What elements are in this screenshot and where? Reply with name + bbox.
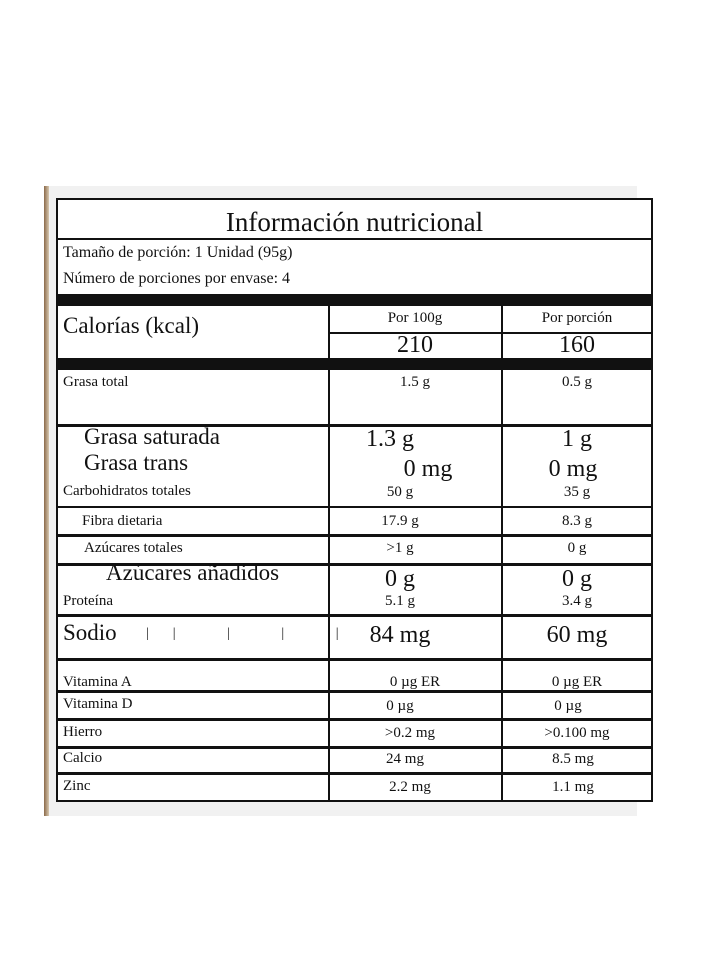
calories-per100: 210 <box>397 332 433 358</box>
nutrient-perserving: 60 mg <box>546 622 608 648</box>
divider <box>58 658 651 661</box>
nutrient-name: Carbohidratos totales <box>63 483 191 499</box>
calories-perserving: 160 <box>559 332 595 358</box>
divider <box>58 772 651 775</box>
divider <box>58 718 651 721</box>
nutrient-per100: 84 mg <box>369 622 431 648</box>
nutrient-per100: >1 g <box>386 540 414 556</box>
tick-marks: || | | | <box>146 626 363 641</box>
nutrient-per100: 2.2 mg <box>389 779 431 795</box>
nutrient-perserving: 0.5 g <box>562 374 592 390</box>
nutrient-perserving: 0 µg <box>554 698 582 714</box>
divider <box>58 690 651 693</box>
nutrient-name: Sodio <box>63 620 117 645</box>
divider <box>58 614 651 617</box>
nutrient-name: Vitamina D <box>63 696 133 712</box>
nutrient-perserving: 0 µg ER <box>551 674 603 690</box>
divider <box>58 746 651 749</box>
nutrient-perserving: 8.3 g <box>562 513 592 529</box>
nutrient-name: Hierro <box>63 724 103 740</box>
nutrient-per100: 24 mg <box>386 751 424 767</box>
nutrient-per100: 1.3 g <box>366 426 414 452</box>
nutrient-perserving: 1.1 mg <box>552 779 594 795</box>
nutrient-per100: 0 µg <box>386 698 414 714</box>
nutrient-perserving: 0 g <box>562 566 592 592</box>
nutrient-perserving: 1 g <box>562 426 592 452</box>
nutrient-perserving: 8.5 mg <box>552 751 594 767</box>
nutrient-name: Zinc <box>63 778 91 794</box>
nutrition-label <box>56 198 653 802</box>
nutrient-name: Fibra dietaria <box>82 513 163 529</box>
nutrient-perserving: 0 g <box>567 540 587 556</box>
servings-per-container: Número de porciones por envase: 4 <box>63 270 291 287</box>
divider <box>58 238 651 240</box>
nutrient-name: Calcio <box>63 750 103 766</box>
nutrient-per100: 1.5 g <box>400 374 430 390</box>
nutrient-perserving: >0.100 mg <box>544 725 610 741</box>
nutrient-per100: 0 mg <box>403 456 453 482</box>
nutrient-per100: 17.9 g <box>381 513 419 529</box>
nutrient-perserving: 0 mg <box>548 456 598 482</box>
nutrient-name: Vitamina A <box>63 674 132 690</box>
nutrient-per100: >0.2 mg <box>384 725 436 741</box>
label-title: Información nutricional <box>225 207 484 237</box>
nutrient-name: Grasa saturada <box>84 424 221 449</box>
nutrient-name: Grasa total <box>63 374 129 390</box>
nutrient-per100: 0 g <box>385 566 415 592</box>
nutrient-perserving: 3.4 g <box>562 593 592 609</box>
nutrient-per100: 50 g <box>386 484 414 500</box>
divider <box>58 534 651 537</box>
divider <box>58 506 651 508</box>
nutrient-perserving: 35 g <box>563 484 591 500</box>
serving-size: Tamaño de porción: 1 Unidad (95g) <box>63 244 293 261</box>
nutrient-name: Azúcares totales <box>84 540 183 556</box>
nutrient-name: Grasa trans <box>84 450 189 475</box>
thick-divider <box>58 358 651 370</box>
col-header-perserving: Por porción <box>541 310 613 326</box>
package-edge <box>44 186 49 816</box>
nutrient-per100: 0 µg ER <box>389 674 441 690</box>
col-header-per100: Por 100g <box>387 310 443 326</box>
nutrient-per100: 5.1 g <box>385 593 415 609</box>
nutrient-name: Proteína <box>63 593 113 609</box>
nutrient-name: Azúcares añadidos <box>106 560 280 585</box>
calories-label: Calorías (kcal) <box>63 313 200 338</box>
thick-divider <box>58 294 651 306</box>
